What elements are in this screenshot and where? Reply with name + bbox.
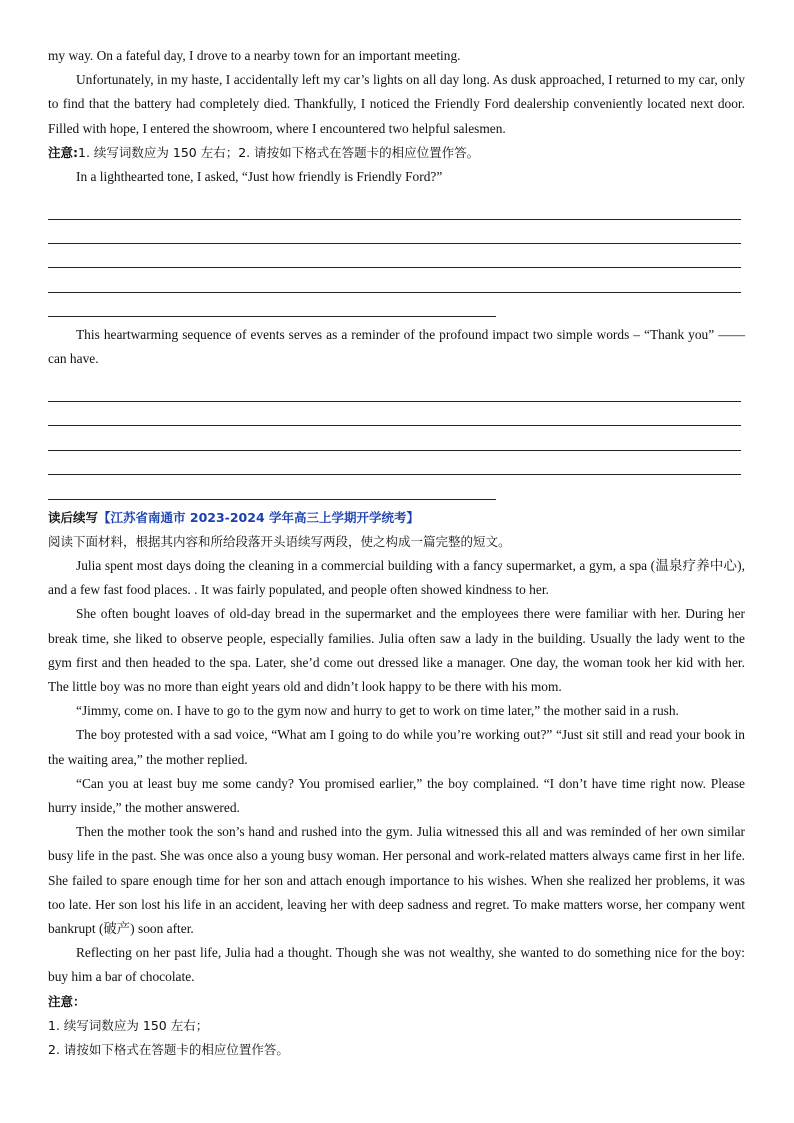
note-2-item-1: 1. 续写词数应为 150 左右； [48,1017,209,1033]
writing-line [48,451,741,475]
writing-line [48,244,741,268]
story-paragraph: Julia spent most days doing the cleaning in a commercial building with a fancy supermarket, a gym, a spa (温泉疗养中心), and a few fast food places. . It was fairly populated, and people often showed kindness to her. [48,557,745,598]
writing-lines-2 [48,378,745,500]
prompt-1: In a lighthearted tone, I asked, “Just how friendly is Friendly Ford?” [76,169,443,185]
writing-line [48,426,741,450]
writing-line [48,293,496,317]
section-2-heading [48,506,745,530]
note-1-text: 1. 续写词数应为 150 左右；2. 请按如下格式在答题卡的相应位置作答。 [78,144,480,160]
story-paragraph: “Jimmy, come on. I have to go to the gym now and hurry to get to work on time later,” the mother said in a rush. [76,703,679,719]
writing-line [48,220,741,244]
note-2-label: 注意： [48,993,86,1009]
writing-line [48,402,741,426]
story-paragraph: Then the mother took the son’s hand and rushed into the gym. Julia witnessed this all and was reminded of her own similar busy life in the past. She was once also a young busy woman. Her personal and work-related matters always came first in her life. She failed to spare enough time for her son and attach enough importance to his wishes. When she realized her problems, it was too late. Her son lost his life in an accident, leaving her with deep sadness and regret. To make matters worse, her company went bankrupt (破产) soon after. [48,824,745,936]
section-2-source: 【江苏省南通市 2023-2024 学年高三上学期开学统考】 [98,509,419,525]
note-2-item-2: 2. 请按如下格式在答题卡的相应位置作答。 [48,1042,289,1057]
note-1-label: 注意: [48,144,78,160]
paragraph-intro-end: my way. On a fateful day, I drove to a nearby town for an important meeting. [48,48,461,63]
writing-line [48,475,496,499]
document-page [48,44,745,1062]
story-paragraph: She often bought loaves of old-day bread in the supermarket and the employees there were familiar with her. During her break time, she liked to observe people, especially families. Julia often saw a lady in the building. Usually the lady went to the gym first and then headed to the spa. Later, she’d come out dressed like a manager. One day, the woman took her kid with her. The little boy was no more than eight years old and didn’t look happy to be there with his mom. [48,606,745,694]
story-paragraph: Reflecting on her past life, Julia had a thought. Though she was not wealthy, she wanted to do something nice for the boy: buy him a bar of chocolate. [48,945,745,985]
section-2-label: 读后续写 [48,509,99,525]
note-1 [48,141,745,165]
writing-lines-1 [48,195,745,317]
writing-line [48,378,741,402]
paragraph-unfortunately: Unfortunately, in my haste, I accidentally left my car’s lights on all day long. As dusk approached, I returned to my car, only to find that the battery had completely died. Thankfully, I noticed the Friendly Ford dealership conveniently located next door. Filled with hope, I entered the showroom, where I encountered two helpful salesmen. [48,72,745,136]
story-paragraph: “Can you at least buy me some candy? You promised earlier,” the boy complained. “I don’t have time right now. Please hurry inside,” the mother answered. [48,775,745,815]
section-2-instruction: 阅读下面材料，根据其内容和所给段落开头语续写两段，使之构成一篇完整的短文。 [48,533,511,549]
writing-line [48,268,741,292]
prompt-2: This heartwarming sequence of events serves as a reminder of the profound impact two simple words – “Thank you” ——can have. [48,327,745,367]
writing-line [48,195,741,219]
story-paragraph: The boy protested with a sad voice, “What am I going to do while you’re working out?” “Just sit still and read your book in the waiting area,” the mother replied. [48,727,745,767]
